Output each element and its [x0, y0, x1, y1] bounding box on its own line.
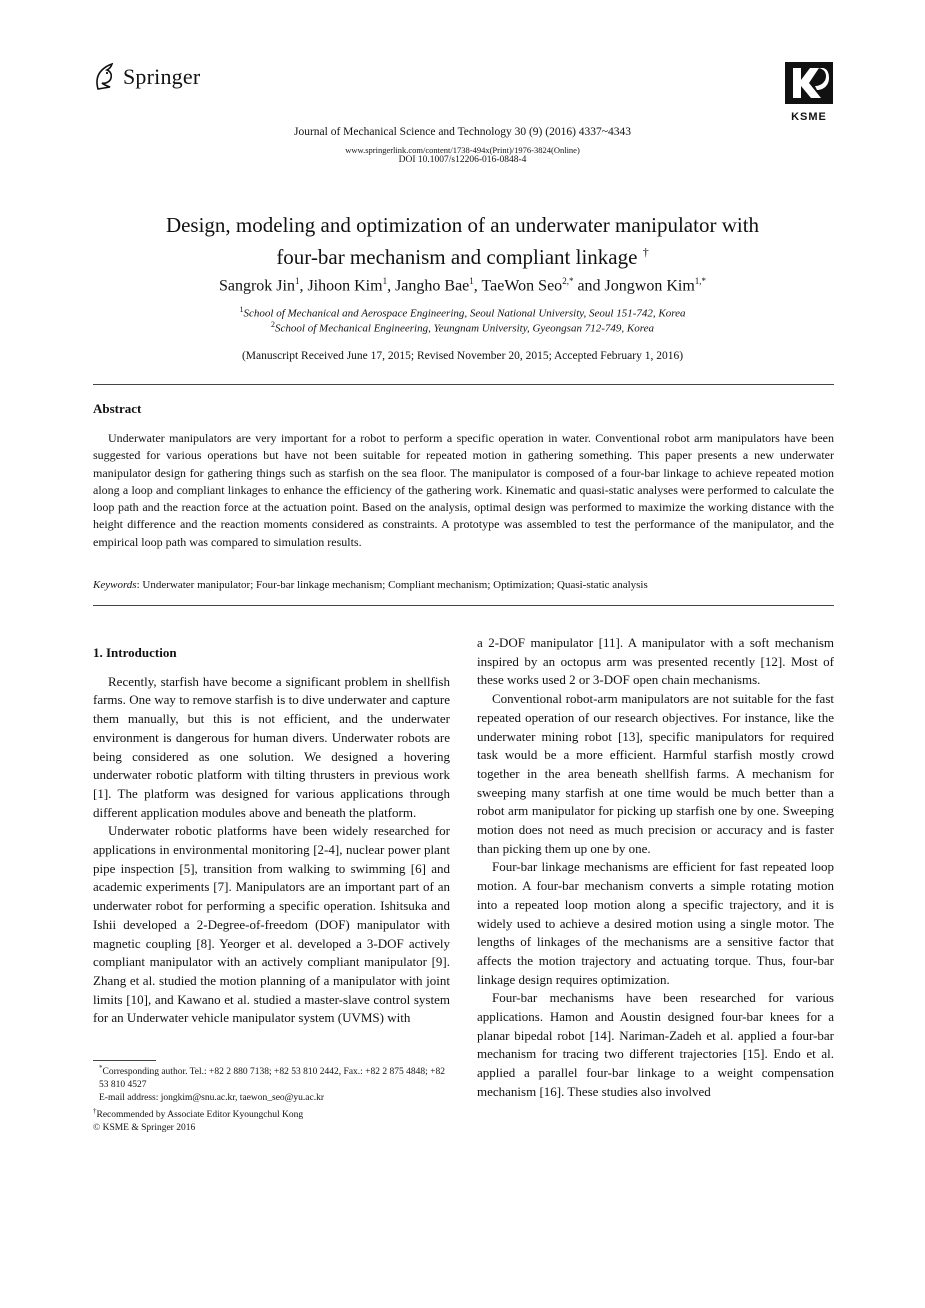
title-line-2 [100, 239, 825, 271]
springer-horse-icon [93, 62, 117, 92]
springer-logo [93, 60, 200, 94]
footnote-rule [93, 1060, 156, 1061]
keywords [93, 579, 648, 591]
divider-top [93, 384, 834, 385]
section-heading: 1. Introduction [93, 645, 177, 660]
abstract-text: Underwater manipulators are very important for a robot to perform a specific operation in water. Conventional robot arm manipulators have been suggested for various operations but have not been suitable for repeated motion in gathering something. This paper presents a new underwater manipulator design for gathering things such as starfish on the sea floor. The manipulator is composed of a four-bar linkage to achieve repeated motion along a loop and compliant linkages to enhance the efficiency of the gathering work. Kinematic and quasi-static analyses were performed to calculate the loop path and the reaction force at the actuation point. Based on the analysis, optimal design was performed to maximize the working distance with the height difference and the reaction moments considered as constraints. A prototype was assembled to test the performance of the manipulator, and the empirical loop path was compared to simulation results. [93, 431, 834, 549]
author-sup: 1,* [694, 276, 707, 286]
paragraph: Four-bar linkage mechanisms are efficient for fast repeated loop motion. A four-bar mechanism converts a simple rotating motion into a repeated loop motion along a specific trajectory, and it is widely used to achieve a desired motion using a single motor. The lengths of linkages of the mechanisms are a sensitive factor that affects the motion trajectory and actuating torque. Thus, four-bar linkage design requires optimization. [477, 859, 834, 987]
author-sup: 1 [469, 276, 474, 286]
author-name: Jongwon Kim [604, 277, 695, 295]
author-name: TaeWon Seo [481, 277, 563, 295]
url-line: www.springerlink.com/content/1738-494x(Print)/1976-3824(Online) [345, 145, 580, 155]
publisher-name: Springer [123, 64, 201, 89]
ksme-logo [784, 62, 834, 123]
paragraph: Underwater robotic platforms have been widely researched for applications in environmental monitoring [2-4], nuclear power plant pipe inspection [5], transition from walking to swimming [6] and academic experiments [7]. Manipulators are an important part of an underwater robot for performing a specific operation. Ishitsuka and Ishii developed a 2-Degree-of-freedom (DOF) manipulator with magnetic coupling [8]. Yeorger et al. developed a 3-DOF actively compliant manipulator with an actively compliant manipulator [9]. Zhang et al. studied the motion planning of a manipulator with joint limits [10], and Kawano et al. studied a master-slave control system for an Underwater vehicle manipulator system (UVMS) with [93, 823, 450, 1026]
affiliation-2: $^2$School of Mechanical Engineering, Yeungnam University, Gyeongsan 712-749, Korea [271, 320, 654, 335]
author-list: Sangrok Jin$^1$, Jihoon Kim$^1$, Jangho Bae$^1$, TaeWon Seo$^{2,*}$ and Jongwon Kim$^{1,*}$ [218, 276, 707, 295]
title-line-2-text: four-bar mechanism and compliant linkage [276, 245, 638, 269]
paragraph: Recently, starfish have become a significant problem in shellfish farms. One way to remove starfish is to dive underwater and capture them manually, but this is not efficient, and the underwater environment is dangerous for human divers. Underwater robots are being considered as one solution. We designed a hovering underwater robotic platform with tilting thrusters in previous work [1]. The platform was designed for various applications through different application modules above and beneath the platform. [93, 673, 450, 820]
footnote-copyright: © KSME & Springer 2016 [93, 1122, 196, 1133]
ksme-emblem-icon [785, 62, 833, 104]
footnote-email: E-mail address: jongkim@snu.ac.kr, taewon_seo@yu.ac.kr [99, 1092, 325, 1103]
paper-title [100, 212, 825, 271]
footnotes [93, 1062, 450, 1134]
author-sup: 2,* [562, 276, 574, 286]
divider-bottom [93, 605, 834, 606]
author-name: Jihoon Kim [307, 277, 383, 295]
right-column [477, 634, 834, 1102]
ksme-text: KSME [791, 111, 827, 123]
keywords-label: Keywords [93, 579, 137, 591]
paragraph: a 2-DOF manipulator [11]. A manipulator with a soft mechanism inspired by an octopus arm was presented recently [12]. Most of these works used 2 or 3-DOF open chain mechanisms. [477, 635, 834, 688]
author-sup: 1 [382, 276, 388, 286]
title-dagger: † [642, 245, 649, 259]
title-line-1: Design, modeling and optimization of an underwater manipulator with [165, 213, 760, 237]
paragraph: Conventional robot-arm manipulators are not suitable for the fast repeated operation of our research objectives. For instance, like the underwater mining robot [13], specific manipulators for required task would be a more efficient. Harmful starfish mostly crowd together in the area beneath shellfish farms. A mechanism for sweeping many starfish at one time would be much better than a robot arm manipulator for picking up starfish one by one. Sweeping motion does not need as much precision or accuracy and is faster than picking them up one by one. [477, 691, 834, 856]
author-name: Jangho Bae [395, 277, 470, 295]
abstract-heading: Abstract [93, 401, 142, 416]
affiliation-1: $^1$School of Mechanical and Aerospace Engineering, Seoul National University, Seoul 151-742, Korea [239, 305, 686, 320]
left-column [93, 644, 450, 1028]
footnote-recommended: †Recommended by Associate Editor Kyoungchul Kong [93, 1106, 304, 1120]
author-sup: 1 [294, 276, 300, 286]
footnote-corresponding: *Corresponding author. Tel.: +82 2 880 7138; +82 53 810 2442, Fax.: +82 2 875 4848; +82 53 810 4527 [99, 1064, 446, 1090]
journal-line: Journal of Mechanical Science and Technology 30 (9) (2016) 4337~4343 [293, 126, 631, 138]
manuscript-dates: (Manuscript Received June 17, 2015; Revised November 20, 2015; Accepted February 1, 2016) [241, 350, 684, 362]
keywords-text: : Underwater manipulator; Four-bar linkage mechanism; Compliant mechanism; Optimization; Quasi-static analysis [136, 579, 648, 591]
doi-line: DOI 10.1007/s12206-016-0848-4 [398, 155, 527, 165]
author-name: Sangrok Jin [218, 277, 295, 295]
paragraph: Four-bar mechanisms have been researched for various applications. Hamon and Aoustin designed four-bar knees for a planar bipedal robot [14]. Nariman-Zadeh et al. applied a four-bar mechanism for tracing two different trajectories [15]. Endo et al. applied a parallel four-bar linkage to a weight compensation mechanism [16]. These studies also involved [477, 990, 834, 1099]
